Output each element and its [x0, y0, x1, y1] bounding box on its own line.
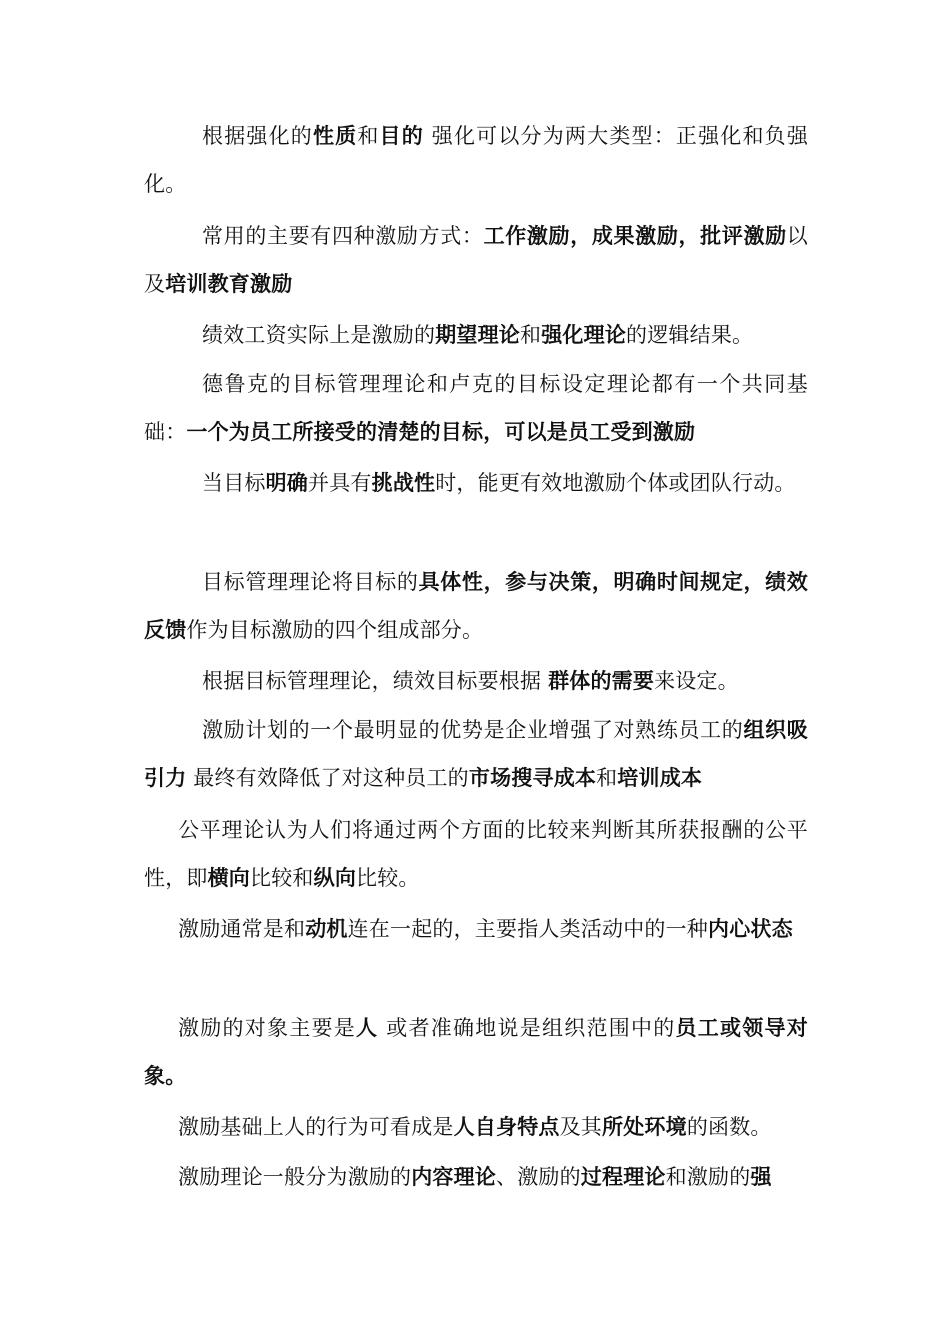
text-run: 、激励的 — [496, 1165, 581, 1189]
text-run: 和 — [357, 124, 380, 148]
bold-text-run: 内容理论 — [411, 1164, 497, 1189]
text-run: 当目标 — [202, 471, 266, 495]
text-run: 绩效工资实际上是激励的 — [202, 323, 436, 347]
text-run: 激励基础上人的行为可看成是 — [178, 1115, 454, 1139]
bold-text-run: 性质 — [312, 123, 358, 148]
bold-text-run: 工作激励，成果激励，批评激励 — [483, 223, 787, 248]
text-run: 作为目标激励的四个组成部分。 — [186, 618, 484, 642]
paragraph — [144, 311, 808, 359]
bold-text-run: 培训教育激励 — [165, 271, 293, 296]
bold-text-run: 强 — [750, 1164, 772, 1189]
bold-text-run: 横向 — [207, 865, 251, 890]
text-run: 或者准确地说是组织范围中的 — [378, 1016, 676, 1040]
text-run: 和激励的 — [665, 1165, 751, 1189]
text-run: 最终有效降低了对这种员工的 — [186, 766, 469, 790]
text-run: 比较和 — [250, 866, 314, 890]
paragraph — [144, 657, 808, 705]
text-run: 和 — [596, 766, 618, 790]
paragraph — [144, 1004, 808, 1100]
paragraph — [144, 806, 808, 902]
text-run: 时，能更有效地激励个体或团队行动。 — [435, 471, 796, 495]
text-run: 比较。 — [356, 866, 420, 890]
text-run: 的逻辑结果。 — [626, 323, 754, 347]
bold-text-run: 具体性，参与决策，明确时间规定，绩效反馈 — [144, 569, 808, 642]
text-run: 的函数。 — [686, 1115, 772, 1139]
text-run: 德鲁克的目标管理理论和卢克的目标设定理论都有一个共同基础： — [144, 372, 808, 444]
bold-text-run: 明确 — [265, 470, 309, 495]
bold-text-run: 人 — [356, 1015, 379, 1040]
bold-text-run: 期望理论 — [435, 322, 521, 347]
paragraph — [144, 1103, 808, 1151]
bold-text-run: 纵向 — [313, 865, 357, 890]
bold-text-run: 员工或领导对象。 — [144, 1015, 808, 1088]
paragraph — [144, 558, 808, 654]
text-run: 连在一起的，主要指人类活动中的一种 — [347, 917, 709, 941]
text-run: 并具有 — [308, 471, 372, 495]
bold-text-run: 过程理论 — [580, 1164, 666, 1189]
bold-text-run: 目的 — [379, 123, 424, 148]
paragraph — [144, 360, 808, 456]
bold-text-run: 培训成本 — [617, 765, 703, 790]
bold-text-run: 所处环境 — [602, 1114, 687, 1139]
text-run: 目标管理理论将目标的 — [202, 570, 419, 594]
paragraph — [144, 1153, 808, 1201]
text-run: 激励的对象主要是 — [178, 1016, 357, 1040]
paragraph — [144, 112, 808, 208]
text-run: 强化可以分为两大类型：正强化和负强化。 — [144, 124, 809, 196]
text-run: 及其 — [559, 1115, 603, 1139]
text-run: 常用的主要有四种激励方式： — [202, 224, 484, 248]
bold-text-run: 人自身特点 — [453, 1114, 560, 1139]
bold-text-run: 群体的需要 — [548, 668, 655, 693]
bold-text-run: 市场搜寻成本 — [468, 765, 597, 790]
paragraph — [144, 459, 808, 507]
paragraph — [144, 905, 808, 953]
bold-text-run: 一个为员工所接受的清楚的目标，可以是员工受到激励 — [186, 419, 696, 444]
text-run: 激励通常是和 — [178, 917, 306, 941]
text-run: 以及 — [144, 224, 808, 296]
text-run: 根据强化的 — [202, 124, 313, 148]
text-run: 根据目标管理理论，绩效目标要根据 — [202, 669, 549, 693]
text-run: 来设定。 — [654, 669, 739, 693]
text-run: 激励计划的一个最明显的优势是企业增强了对熟练员工的 — [202, 718, 744, 742]
text-run: 公平理论认为人们将通过两个方面的比较来判断其所获报酬的公平性，即 — [144, 818, 808, 890]
bold-text-run: 强化理论 — [541, 322, 627, 347]
bold-text-run: 组织吸引力 — [144, 717, 809, 790]
text-run: 和 — [520, 323, 542, 347]
bold-text-run: 内心状态 — [708, 916, 793, 941]
text-run: 激励理论一般分为激励的 — [178, 1165, 412, 1189]
paragraph — [144, 212, 808, 308]
bold-text-run: 挑战性 — [371, 470, 436, 495]
bold-text-run: 动机 — [305, 916, 348, 941]
paragraph — [144, 706, 808, 802]
